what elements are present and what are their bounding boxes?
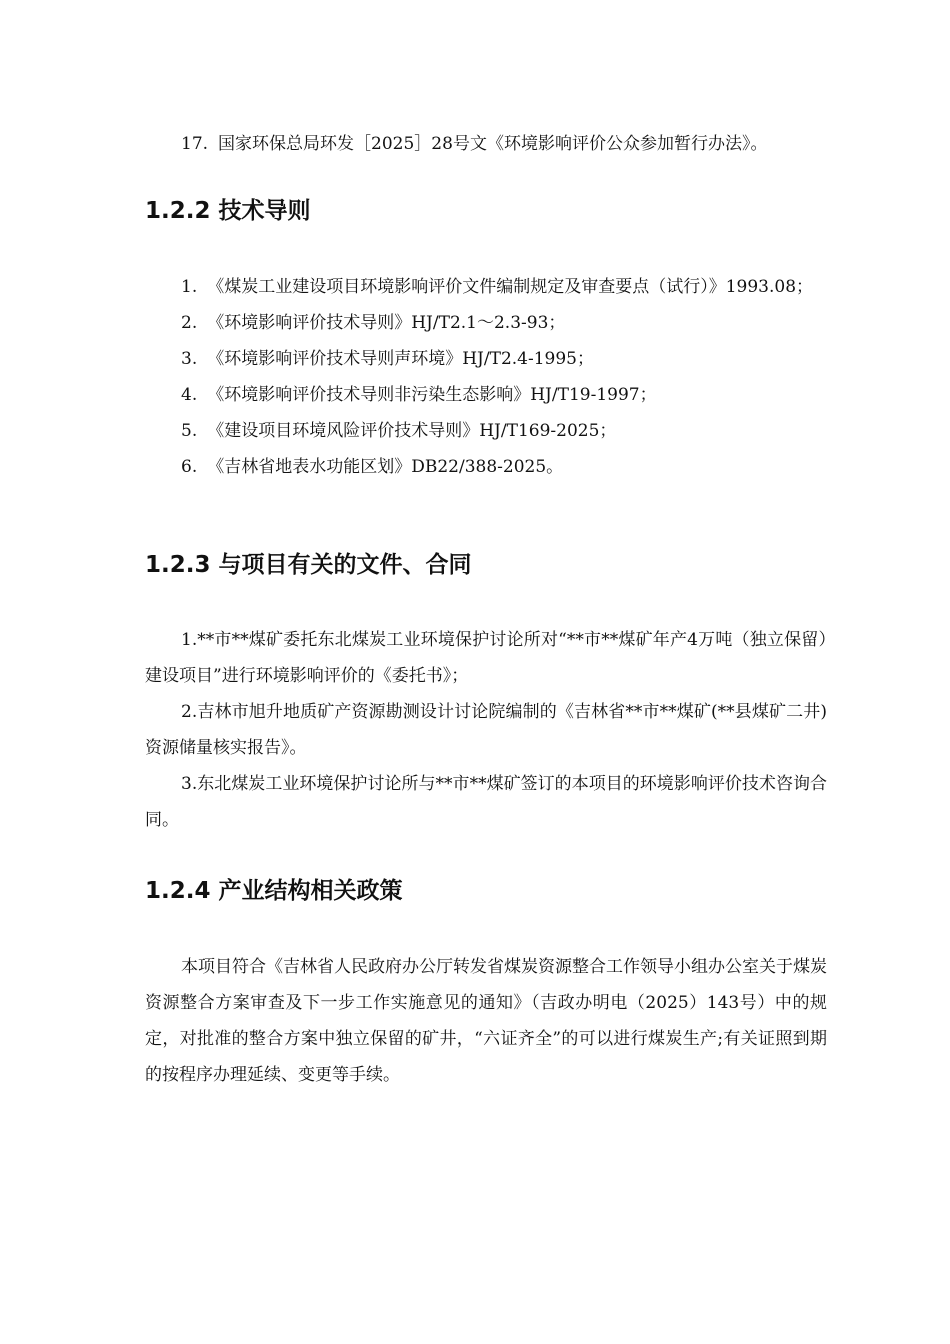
list-item-text: 《吉林省地表水功能区划》DB22/388-2025。 (207, 457, 564, 477)
list-item (145, 269, 827, 305)
list-item-number: 3. (181, 349, 198, 369)
list-item-text: 《环境影响评价技术导则》HJ/T2.1～2.3-93； (207, 313, 566, 333)
list-item (145, 305, 827, 341)
list-item (145, 413, 827, 449)
list-item-text: 《建设项目环境风险评价技术导则》HJ/T169-2025； (207, 421, 617, 441)
list-item-number: 17. (181, 134, 209, 154)
list-item-number: 1. (181, 277, 198, 297)
list-item-text: 《环境影响评价技术导则声环境》HJ/T2.4-1995； (207, 349, 594, 369)
section-1-2-4-body (145, 949, 827, 1093)
list-item: 3.东北煤炭工业环境保护讨论所与**市**煤矿签订的本项目的环境影响评价技术咨询合同。 (145, 774, 827, 830)
section-1-2-2-list (145, 269, 827, 485)
section-heading-1-2-3: 1.2.3 与项目有关的文件、合同 (145, 552, 472, 578)
list-item (145, 126, 827, 162)
section-heading-1-2-4: 1.2.4 产业结构相关政策 (145, 878, 403, 904)
list-item-number: 4. (181, 385, 198, 405)
list-item-text: 《煤炭工业建设项目环境影响评价文件编制规定及审查要点（试行）》1993.08； (207, 277, 814, 297)
list-item: 2.吉林市旭升地质矿产资源勘测设计讨论院编制的《吉林省**市**煤矿(**县煤矿二井)资源储量核实报告》。 (145, 702, 827, 758)
list-item: 1.**市**煤矿委托东北煤炭工业环境保护讨论所对“**市**煤矿年产4万吨（独立保留）建设项目”进行环境影响评价的《委托书》； (145, 630, 827, 686)
section-1-2-3-list (145, 622, 827, 838)
list-item-number: 6. (181, 457, 198, 477)
section-heading-1-2-2: 1.2.2 技术导则 (145, 198, 311, 224)
list-item (145, 377, 827, 413)
list-item (145, 449, 827, 485)
policy-paragraph: 本项目符合《吉林省人民政府办公厅转发省煤炭资源整合工作领导小组办公室关于煤炭资源整合方案审查及下一步工作实施意见的通知》（吉政办明电（2025）143号）中的规定，对批准的整合方案中独立保留的矿井，“六证齐全”的可以进行煤炭生产;有关证照到期的按程序办理延续、变更等手续。 (145, 957, 827, 1085)
intro-list (145, 126, 827, 162)
list-item-text: 《环境影响评价技术导则非污染生态影响》HJ/T19-1997； (207, 385, 657, 405)
list-item-number: 2. (181, 313, 198, 333)
list-item-text: 国家环保总局环发［2025］28号文《环境影响评价公众参加暂行办法》。 (218, 134, 768, 154)
list-item (145, 341, 827, 377)
list-item-number: 5. (181, 421, 198, 441)
